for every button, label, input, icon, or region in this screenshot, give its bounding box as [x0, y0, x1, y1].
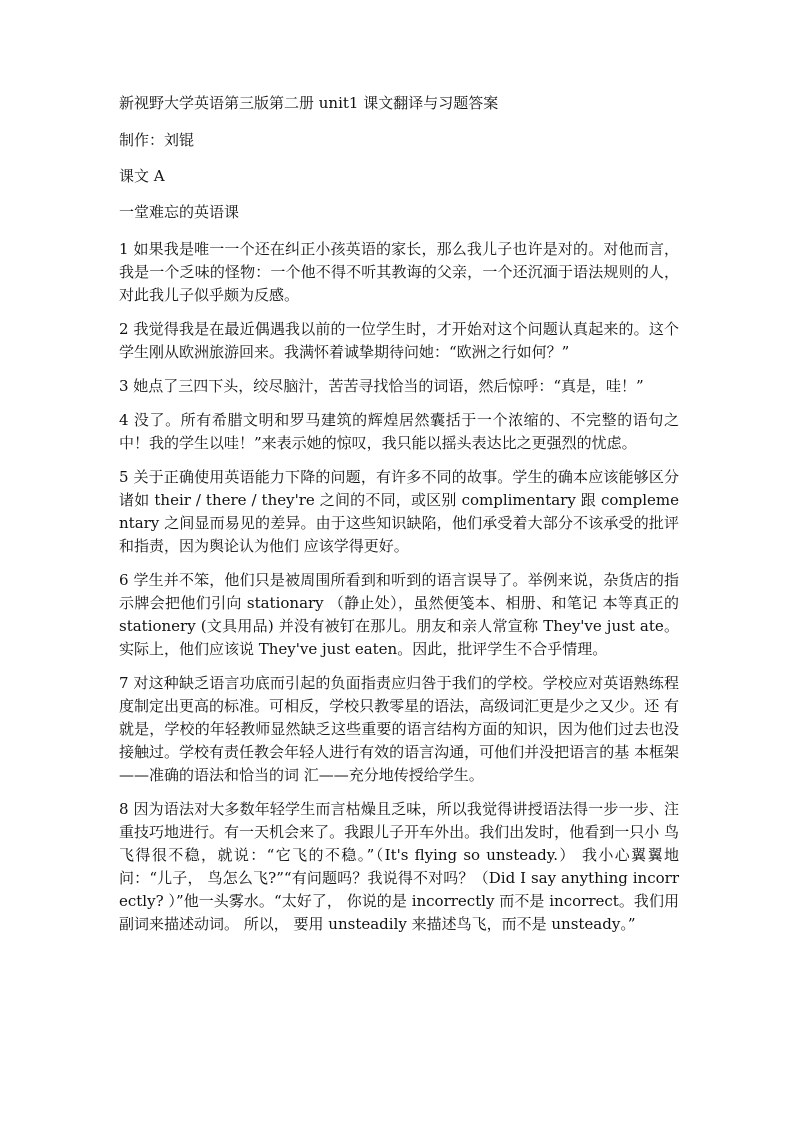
lesson-label: 课文 A [119, 167, 165, 185]
paragraph-1: 1 如果我是唯一一个还在纠正小孩英语的家长，那么我儿子也许是对的。对他而言，我是一个乏味的怪物：一个他不得不听其教诲的父亲，一个还沉湎于语法规则的人，对此我儿子似乎颇为反感。 [119, 240, 679, 304]
paragraph-6: 6 学生并不笨，他们只是被周围所看到和听到的语言误导了。举例来说，杂货店的指示牌会把他们引向 stationary （静止处），虽然便笺本、相册、和笔记 本等真正的 stationery (文具用品) 并没有被钉在那儿。朋友和亲人常宣称 They've just ate。实际上，他们应该说 They've just eaten。因此，批评学生不合乎情理。 [119, 571, 679, 658]
paragraph-5: 5 关于正确使用英语能力下降的问题，有许多不同的故事。学生的确本应该能够区分诸如 their / there / they're 之间的不同，或区别 complimentary 跟 complementary 之间显而易见的差异。由于这些知识缺陷，他们承受着大部分不该承受的批评和指责，因为舆论认为他们 应该学得更好。 [119, 468, 679, 555]
document-page [119, 92, 679, 947]
paragraph-2: 2 我觉得我是在最近偶遇我以前的一位学生时，才开始对这个问题认真起来的。这个学生刚从欧洲旅游回来。我满怀着诚挚期待问她：“欧洲之行如何？” [119, 320, 679, 361]
paragraph-7: 7 对这种缺乏语言功底而引起的负面指责应归咎于我们的学校。学校应对英语熟练程度制定出更高的标准。可相反，学校只教零星的语法，高级词汇更是少之又少。还 有就是，学校的年轻教师显然缺乏这些重要的语言结构方面的知识，因为他们过去也没接触过。学校有责任教会年轻人进行有效的语言沟通，可他们并没把语言的基 本框架——准确的语法和恰当的词 汇——充分地传授给学生。 [119, 674, 679, 784]
lesson-subtitle: 一堂难忘的英语课 [119, 203, 240, 221]
paragraph-3: 3 她点了三四下头，绞尽脑汁，苦苦寻找恰当的词语，然后惊呼：“真是，哇！” [119, 377, 644, 395]
paragraph-8: 8 因为语法对大多数年轻学生而言枯燥且乏味，所以我觉得讲授语法得一步一步、注重技巧地进行。有一天机会来了。我跟儿子开车外出。我们出发时，他看到一只小 鸟飞得很不稳，就说：“它飞的不稳。”（It's flying so unsteady.） 我小心翼翼地问：“儿子， 鸟怎么飞?”“有问题吗？我说得不对吗？（Did I say anything incorrectly? ）”他一头雾水。“太好了， 你说的是 incorrectly 而不是 incorrect。我们用副词来描述动词。 所以， 要用 unsteadily 来描述鸟飞，而不是 unsteady。” [119, 800, 679, 933]
author-line: 制作：刘锟 [119, 131, 195, 149]
document-title: 新视野大学英语第三版第二册 unit1 课文翻译与习题答案 [119, 94, 499, 112]
paragraph-4: 4 没了。所有希腊文明和罗马建筑的辉煌居然囊括于一个浓缩的、不完整的语句之中！我的学生以哇！”来表示她的惊叹，我只能以摇头表达比之更强烈的忧虑。 [119, 411, 679, 452]
